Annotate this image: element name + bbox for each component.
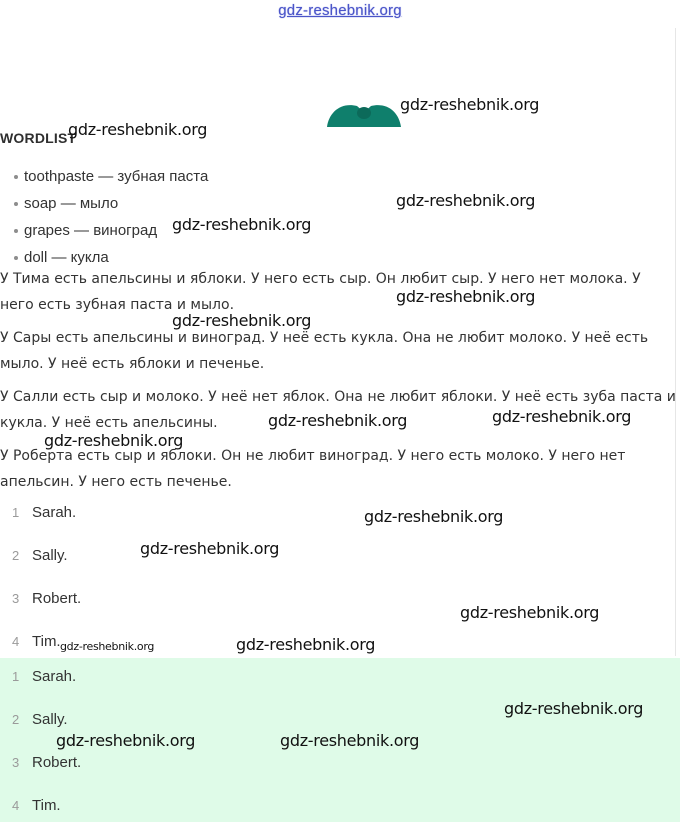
watermark: gdz-reshebnik.org	[504, 699, 644, 718]
paragraph-sarah: У Сары есть апельсины и виноград. У неё есть кукла. Она не любит молоко. У неё есть мыло. У неё есть яблоки и печенье.	[0, 330, 649, 372]
watermark: gdz-reshebnik.org	[44, 431, 184, 450]
watermark: gdz-reshebnik.org	[236, 635, 376, 654]
watermark: gdz-reshebnik.org	[172, 311, 312, 330]
ribbon-bow-icon	[327, 100, 401, 127]
answer-text: Robert.	[32, 590, 82, 607]
answer-text: Tim.	[32, 797, 61, 814]
answer-number: 1	[12, 669, 20, 684]
answer-text: Tim.	[32, 633, 61, 650]
answer-number: 2	[12, 712, 20, 727]
answer-number: 3	[12, 755, 20, 770]
wordlist-item: grapes — виноград	[14, 220, 208, 247]
answer-number: 2	[12, 548, 20, 563]
watermark: gdz-reshebnik.org	[280, 731, 420, 750]
answer-text: Sarah.	[32, 668, 77, 685]
wordlist-item: soap — мыло	[14, 193, 208, 220]
wordlist-item: toothpaste — зубная паста	[14, 166, 208, 193]
paragraph-robert: У Роберта есть сыр и яблоки. Он не любит виноград. У него есть молоко. У него нет апельсин. У него есть печенье.	[0, 448, 626, 490]
answer-text: Sally.	[32, 711, 68, 728]
watermark: gdz-reshebnik.org	[400, 95, 540, 114]
watermark: gdz-reshebnik.org	[396, 287, 536, 306]
watermark: gdz-reshebnik.org	[60, 640, 155, 653]
paragraph-tim: У Тима есть апельсины и яблоки. У него есть сыр. Он любит сыр. У него нет молока. У него есть зубная паста и мыло.	[0, 271, 641, 313]
answer-number: 4	[12, 798, 20, 813]
answer-number: 4	[12, 634, 20, 649]
answer-number: 1	[12, 505, 20, 520]
watermark: gdz-reshebnik.org	[396, 191, 536, 210]
paragraph-sally: У Салли есть сыр и молоко. У неё нет яблок. Она не любит яблоки. У неё есть зуба паста и кукла. У неё есть апельсины.	[0, 389, 676, 431]
wordlist-item: doll — кукла	[14, 247, 208, 274]
answer-text: Sarah.	[32, 504, 77, 521]
watermark: gdz-reshebnik.org	[172, 215, 312, 234]
watermark: gdz-reshebnik.org	[140, 539, 280, 558]
answer-text: Robert.	[32, 754, 82, 771]
answer-number: 3	[12, 591, 20, 606]
watermark: gdz-reshebnik.org	[460, 603, 600, 622]
watermark: gdz-reshebnik.org	[364, 507, 504, 526]
watermark: gdz-reshebnik.org	[56, 731, 196, 750]
site-link[interactable]: gdz-reshebnik.org	[278, 2, 402, 19]
answer-text: Sally.	[32, 547, 68, 564]
watermark: gdz-reshebnik.org	[492, 407, 632, 426]
watermark: gdz-reshebnik.org	[68, 120, 208, 139]
wordlist-heading: WORDLIST	[0, 130, 77, 146]
watermark: gdz-reshebnik.org	[268, 411, 408, 430]
